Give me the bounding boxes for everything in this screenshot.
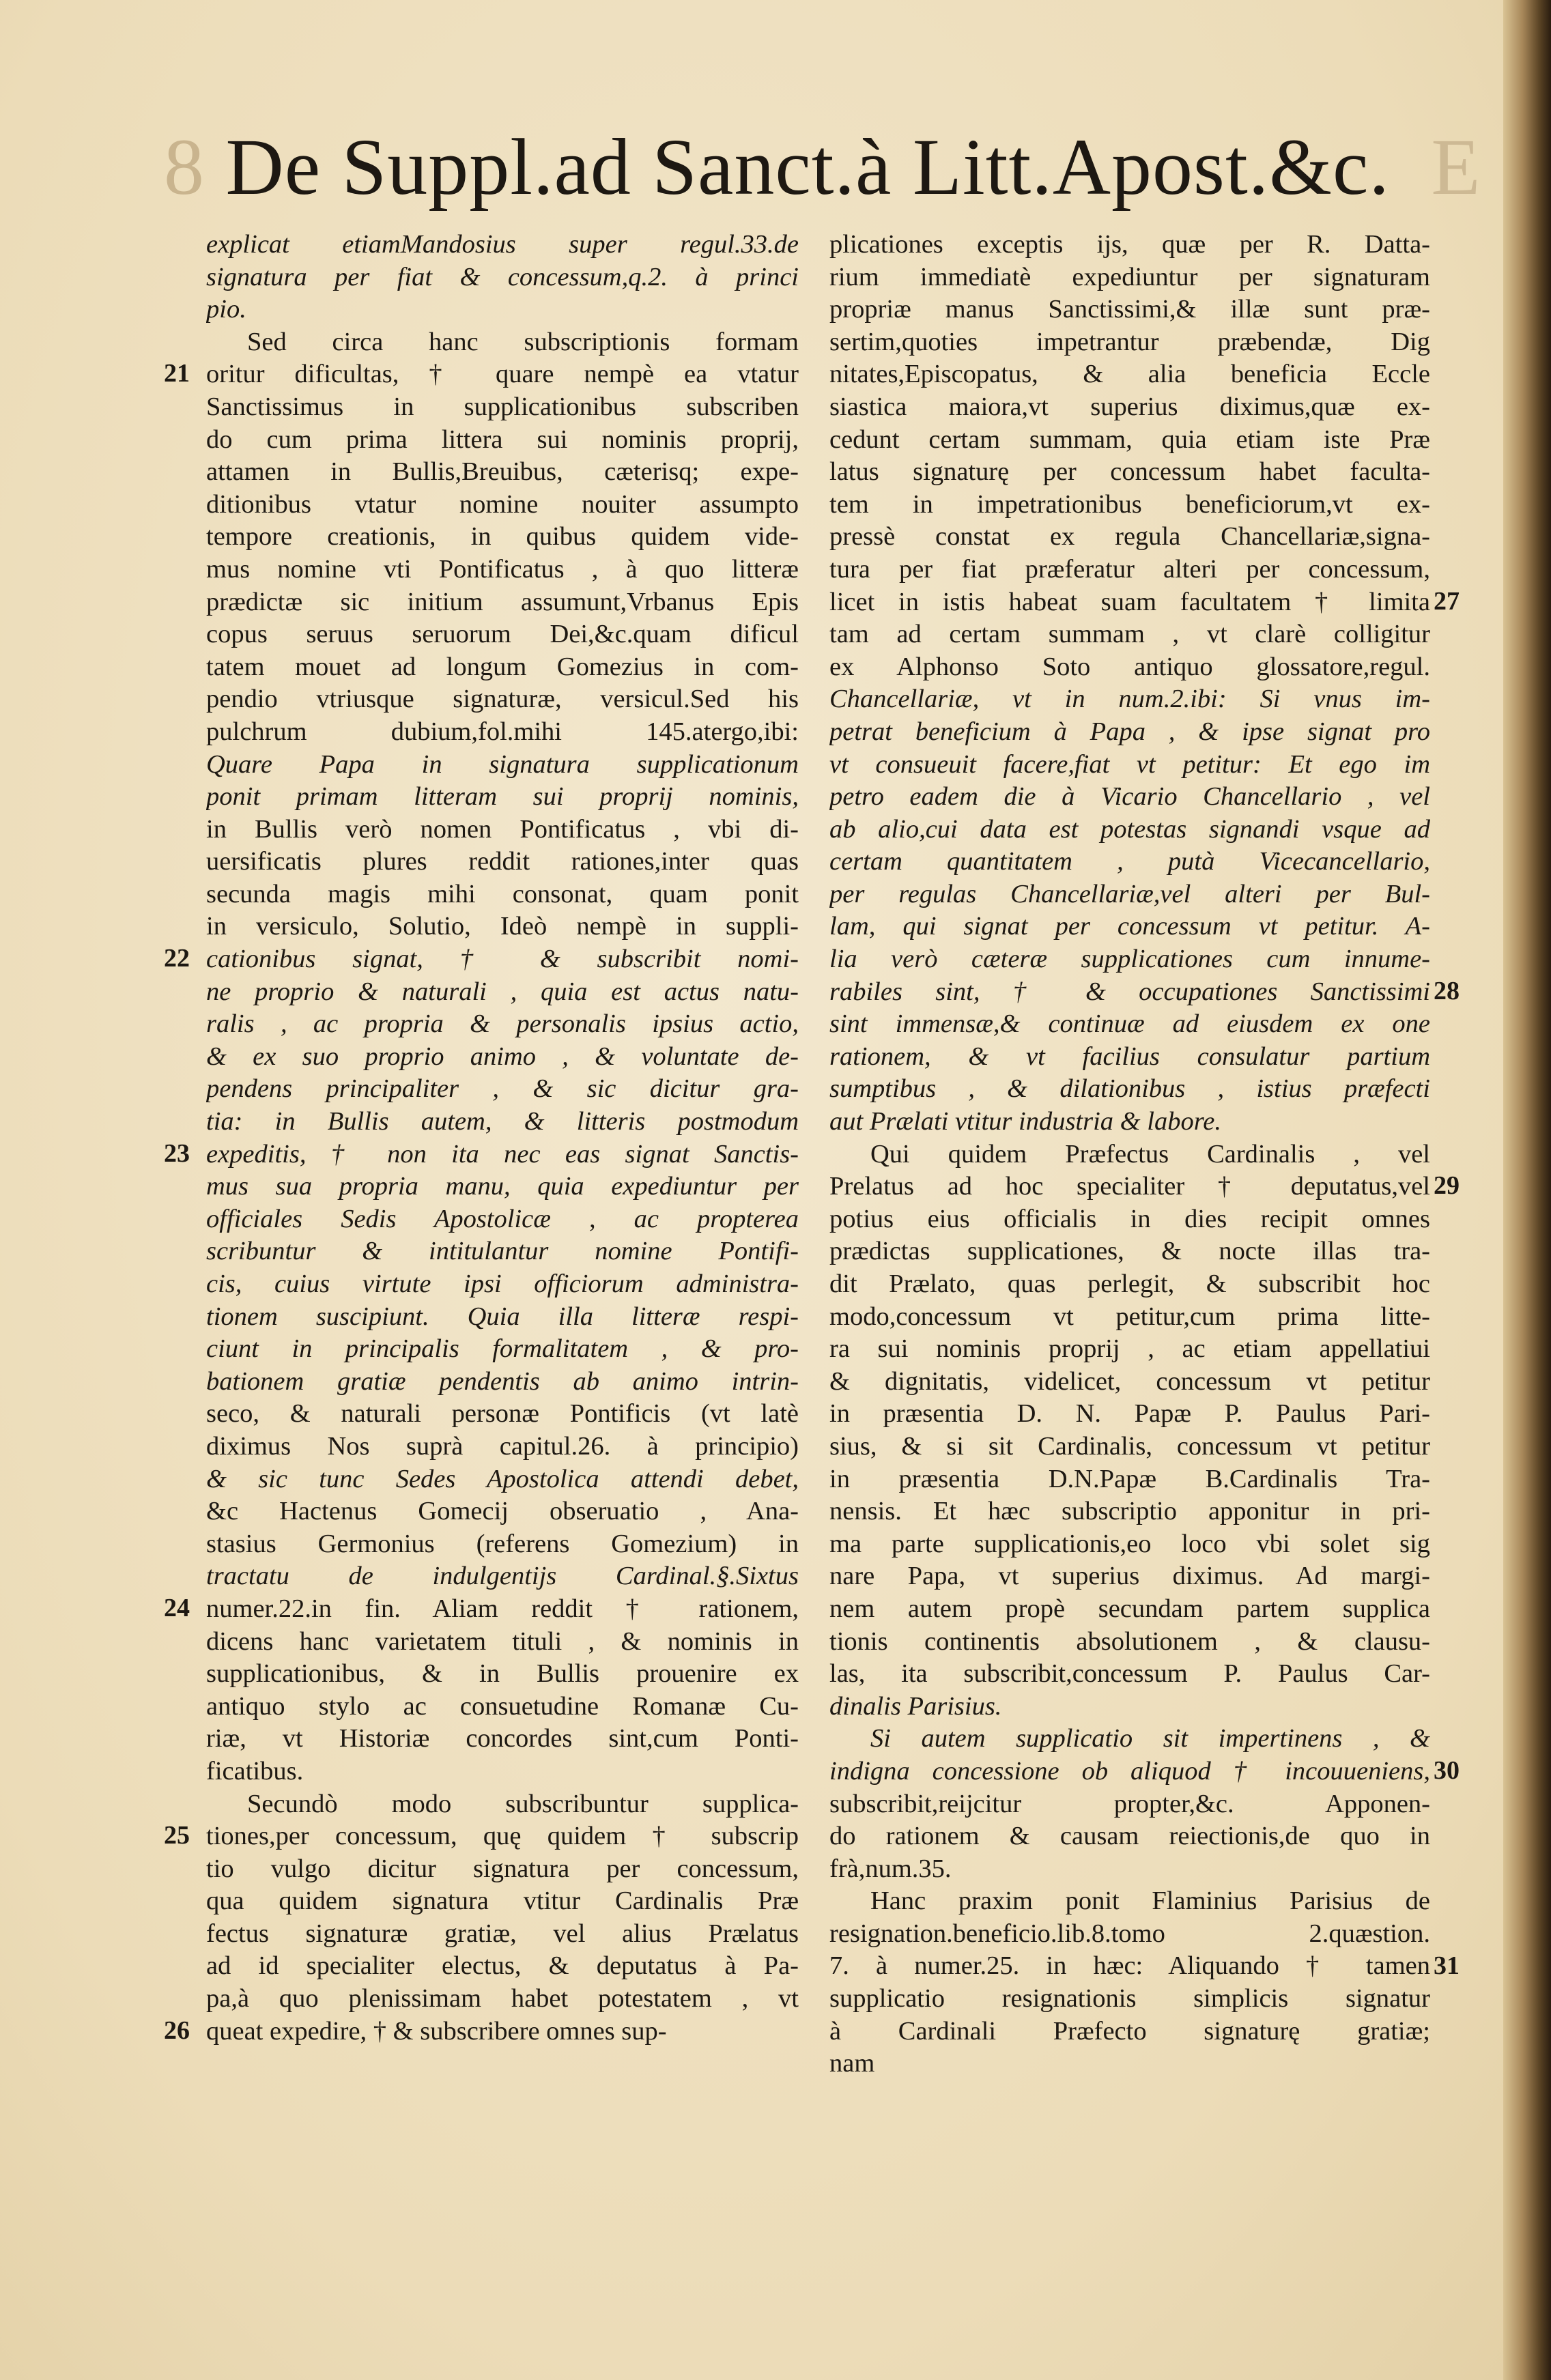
text-line: Chancellariæ, vt in num.2.ibi: Si vnus im-	[829, 685, 1430, 714]
text-line: tiones,per concessum, quę quidem † subscrip	[206, 1822, 799, 1851]
text-line: Qui quidem Præfectus Cardinalis , vel	[870, 1139, 1430, 1169]
text-line: scribuntur & intitulantur nomine Pontifi-	[206, 1237, 799, 1266]
text-line: ra sui nominis proprij , ac etiam appellatiui	[829, 1334, 1430, 1364]
margin-number: 31	[1434, 1951, 1460, 1980]
text-line: tam ad certam summam , vt clarè colligitur	[829, 620, 1430, 649]
text-line: nare Papa, vt superius diximus. Ad margi-	[829, 1562, 1430, 1591]
text-line: aut Prælati vtitur industria & labore.	[829, 1107, 1221, 1136]
text-line: Sed circa hanc subscriptionis formam	[247, 327, 799, 356]
text-line: pulchrum dubium,fol.mihi 145.atergo,ibi:	[206, 717, 799, 746]
text-line: ex Alphonso Soto antiquo glossatore,regul.	[829, 652, 1430, 681]
text-line: ab alio,cui data est potestas signandi vsque ad	[829, 814, 1430, 844]
text-line: indigna concessione ob aliquod † incouueniens,	[829, 1756, 1430, 1786]
margin-number: 23	[164, 1138, 190, 1168]
margin-number: 21	[164, 359, 190, 388]
text-line: cationibus signat, † & subscribit nomi-	[206, 945, 799, 974]
book-spine-shadow	[1503, 0, 1551, 2380]
text-line: Secundò modo subscribuntur supplica-	[247, 1789, 799, 1818]
text-line: supplicationibus, & in Bullis prouenire ex	[206, 1659, 799, 1689]
text-line: rabiles sint, † & occupationes Sanctissimi	[829, 977, 1430, 1006]
margin-number: 26	[164, 2016, 190, 2045]
text-line: attamen in Bullis,Breuibus, cæterisq; expe-	[206, 457, 799, 487]
text-line: tia: in Bullis autem, & litteris postmodum	[206, 1107, 799, 1136]
text-line: ponit primam litteram sui proprij nominis,	[206, 782, 799, 812]
text-line: nem autem propè secundam partem supplica	[829, 1594, 1430, 1623]
margin-number: 24	[164, 1594, 190, 1623]
text-line: per regulas Chancellariæ,vel alteri per Bul-	[829, 879, 1430, 908]
text-line: secunda magis mihi consonat, quam ponit	[206, 879, 799, 908]
text-line: modo,concessum vt petitur,cum prima litte-	[829, 1302, 1430, 1331]
text-line: mus sua propria manu, quia expediuntur per	[206, 1172, 799, 1201]
text-line: Si autem supplicatio sit impertinens , &	[870, 1724, 1430, 1753]
text-line: las, ita subscribit,concessum P. Paulus Car-	[829, 1659, 1430, 1689]
text-line: & ex suo proprio animo , & voluntate de-	[206, 1042, 799, 1071]
text-line: plicationes exceptis ijs, quæ per R. Datta-	[829, 230, 1430, 259]
text-line: ma parte supplicationis,eo loco vbi solet sig	[829, 1529, 1430, 1558]
margin-number: 28	[1434, 976, 1460, 1005]
text-line: tionis continentis absolutionem , & clausu-	[829, 1626, 1430, 1656]
text-line: tempore creationis, in quibus quidem vide-	[206, 522, 799, 551]
margin-number: 29	[1434, 1171, 1460, 1201]
text-line: pa,à quo plenissimam habet potestatem , vt	[206, 1984, 799, 2013]
text-line: tura per fiat præferatur alteri per concessum,	[829, 554, 1430, 584]
text-line: Sanctissimus in supplicationibus subscriben	[206, 392, 799, 421]
text-line: Hanc praxim ponit Flaminius Parisius de	[870, 1887, 1430, 1916]
text-line: pendio vtriusque signaturæ, versicul.Sed his	[206, 685, 799, 714]
text-line: seco, & naturali personæ Pontificis (vt latè	[206, 1399, 799, 1429]
text-line: 7. à numer.25. in hæc: Aliquando † tamen	[829, 1951, 1430, 1981]
text-line: à Cardinali Præfecto signaturę gratiæ;	[829, 2016, 1430, 2046]
text-line: subscribit,reijcitur propter,&c. Apponen-	[829, 1789, 1430, 1818]
text-line: petrat beneficium à Papa , & ipse signat pro	[829, 717, 1430, 746]
text-line: in versiculo, Solutio, Ideò nempè in suppli-	[206, 912, 799, 941]
text-line: do cum prima littera sui nominis proprij,	[206, 425, 799, 454]
text-line: cedunt certam summam, quia etiam iste Præ	[829, 425, 1430, 454]
text-line: & sic tunc Sedes Apostolica attendi debet,	[206, 1464, 799, 1493]
text-line: vt consueuit facere,fiat vt petitur: Et ego im	[829, 749, 1430, 779]
text-line: officiales Sedis Apostolicæ , ac propterea	[206, 1204, 799, 1233]
text-line: sint immensæ,& continuæ ad eiusdem ex one	[829, 1009, 1430, 1039]
text-line: tio vulgo dicitur signatura per concessum,	[206, 1854, 799, 1883]
text-line: uersificatis plures reddit rationes,inter quas	[206, 847, 799, 876]
margin-number: 25	[164, 1821, 190, 1850]
text-line: bationem gratiæ pendentis ab animo intrin-	[206, 1366, 799, 1396]
text-line: tionem suscipiunt. Quia illa litteræ respi-	[206, 1302, 799, 1331]
text-line: nensis. Et hæc subscriptio apponitur in pri-	[829, 1497, 1430, 1526]
text-line: cis, cuius virtute ipsi officiorum administra-	[206, 1270, 799, 1298]
text-line: propriæ manus Sanctissimi,& illæ sunt præ-	[829, 295, 1430, 324]
text-line: nitates,Episcopatus, & alia beneficia Eccle	[829, 360, 1430, 389]
text-line: lam, qui signat per concessum vt petitur. A-	[829, 912, 1430, 941]
text-line: rium immediatè expediuntur per signaturam	[829, 262, 1430, 291]
text-line: stasius Germonius (referens Gomezium) in	[206, 1529, 799, 1558]
text-line: ralis , ac propria & personalis ipsius actio,	[206, 1009, 799, 1039]
text-line: dicens hanc varietatem tituli , & nominis in	[206, 1626, 799, 1656]
text-line: petro eadem die à Vicario Chancellario , vel	[829, 782, 1430, 812]
text-line: supplicatio resignationis simplicis signatur	[829, 1984, 1430, 2013]
text-line: siastica maiora,vt superius diximus,quæ ex-	[829, 392, 1430, 421]
text-line: prædictas supplicationes, & nocte illas tra-	[829, 1237, 1430, 1266]
header-trail-mark: E	[1431, 122, 1481, 212]
text-line: resignation.beneficio.lib.8.tomo 2.quæstion.	[829, 1919, 1430, 1948]
text-line: ciunt in principalis formalitatem , & pro-	[206, 1334, 799, 1364]
text-line: ditionibus vtatur nomine nouiter assumpto	[206, 489, 799, 519]
text-line: ad id specialiter electus, & deputatus à Pa-	[206, 1951, 799, 1981]
right-column	[829, 229, 1430, 2080]
text-line: riæ, vt Historiæ concordes sint,cum Ponti-	[206, 1724, 799, 1753]
text-line: ficatibus.	[206, 1756, 304, 1786]
header-lead-mark: 8	[164, 122, 205, 212]
text-line: do rationem & causam reiectionis,de quo in	[829, 1822, 1430, 1851]
text-line: explicat etiamMandosius super regul.33.de	[206, 230, 799, 259]
text-line: sius, & si sit Cardinalis, concessum vt petitur	[829, 1431, 1430, 1461]
text-line: Prelatus ad hoc specialiter † deputatus,vel	[829, 1172, 1430, 1201]
text-line: copus seruus seruorum Dei,&c.quam dificul	[206, 620, 799, 649]
text-line: fectus signaturæ gratiæ, vel alius Prælatus	[206, 1919, 799, 1948]
text-line: prædictæ sic initium assumunt,Vrbanus Epis	[206, 587, 799, 616]
running-header	[164, 116, 1481, 218]
text-line: tractatu de indulgentijs Cardinal.§.Sixtus	[206, 1562, 799, 1591]
text-line: dinalis Parisius.	[829, 1691, 1002, 1721]
text-line: antiquo stylo ac consuetudine Romanæ Cu-	[206, 1691, 799, 1721]
margin-number: 27	[1434, 586, 1460, 616]
text-line: in præsentia D. N. Papæ P. Paulus Pari-	[829, 1399, 1430, 1429]
text-line: pendens principaliter , & sic dicitur gra-	[206, 1074, 799, 1104]
text-line: in præsentia D.N.Papæ B.Cardinalis Tra-	[829, 1464, 1430, 1493]
text-line: pressè constat ex regula Chancellariæ,signa-	[829, 522, 1430, 551]
page-title: De Suppl.ad Sanct.à Litt.Apost.&c.	[225, 122, 1390, 212]
text-line: dit Prælato, quas perlegit, & subscribit hoc	[829, 1270, 1430, 1298]
text-line: qua quidem signatura vtitur Cardinalis Præ	[206, 1887, 799, 1916]
text-line: in Bullis verò nomen Pontificatus , vbi di-	[206, 814, 799, 844]
text-line: &c Hactenus Gomecij obseruatio , Ana-	[206, 1497, 799, 1526]
text-line: ne proprio & naturali , quia est actus natu-	[206, 977, 799, 1006]
text-line: sertim,quoties impetrantur præbendæ, Dig	[829, 327, 1430, 356]
text-line: sumptibus , & dilationibus , istius præfecti	[829, 1074, 1430, 1104]
margin-number: 22	[164, 944, 190, 973]
margin-number: 30	[1434, 1756, 1460, 1786]
text-line: certam quantitatem , putà Vicecancellario,	[829, 847, 1430, 876]
text-line: diximus Nos suprà capitul.26. à principio)	[206, 1431, 799, 1461]
text-line: tatem mouet ad longum Gomezius in com-	[206, 652, 799, 681]
text-line: licet in istis habeat suam facultatem † limita	[829, 587, 1430, 616]
text-line: nam	[829, 2049, 875, 2078]
text-line: & dignitatis, videlicet, concessum vt petitur	[829, 1366, 1430, 1396]
text-line: rationem, & vt facilius consulatur partium	[829, 1042, 1430, 1071]
text-line: lia verò cæteræ supplicationes cum innume-	[829, 945, 1430, 974]
text-line: frà,num.35.	[829, 1854, 952, 1883]
left-column	[206, 229, 799, 2048]
text-line: Quare Papa in signatura supplicationum	[206, 749, 799, 779]
text-line: tem in impetrationibus beneficiorum,vt ex-	[829, 489, 1430, 519]
text-line: signatura per fiat & concessum,q.2. à princi	[206, 262, 799, 291]
text-line: latus signaturę per concessum habet faculta-	[829, 457, 1430, 487]
text-line: expeditis, † non ita nec eas signat Sanctis-	[206, 1139, 799, 1169]
text-line: oritur dificultas, † quare nempè ea vtatur	[206, 360, 799, 389]
text-line: queat expedire, † & subscribere omnes sup-	[206, 2016, 667, 2046]
text-line: numer.22.in fin. Aliam reddit † rationem,	[206, 1594, 799, 1623]
text-line: pio.	[206, 295, 246, 324]
text-line: mus nomine vti Pontificatus , à quo litteræ	[206, 554, 799, 584]
text-line: potius eius officialis in dies recipit omnes	[829, 1204, 1430, 1233]
